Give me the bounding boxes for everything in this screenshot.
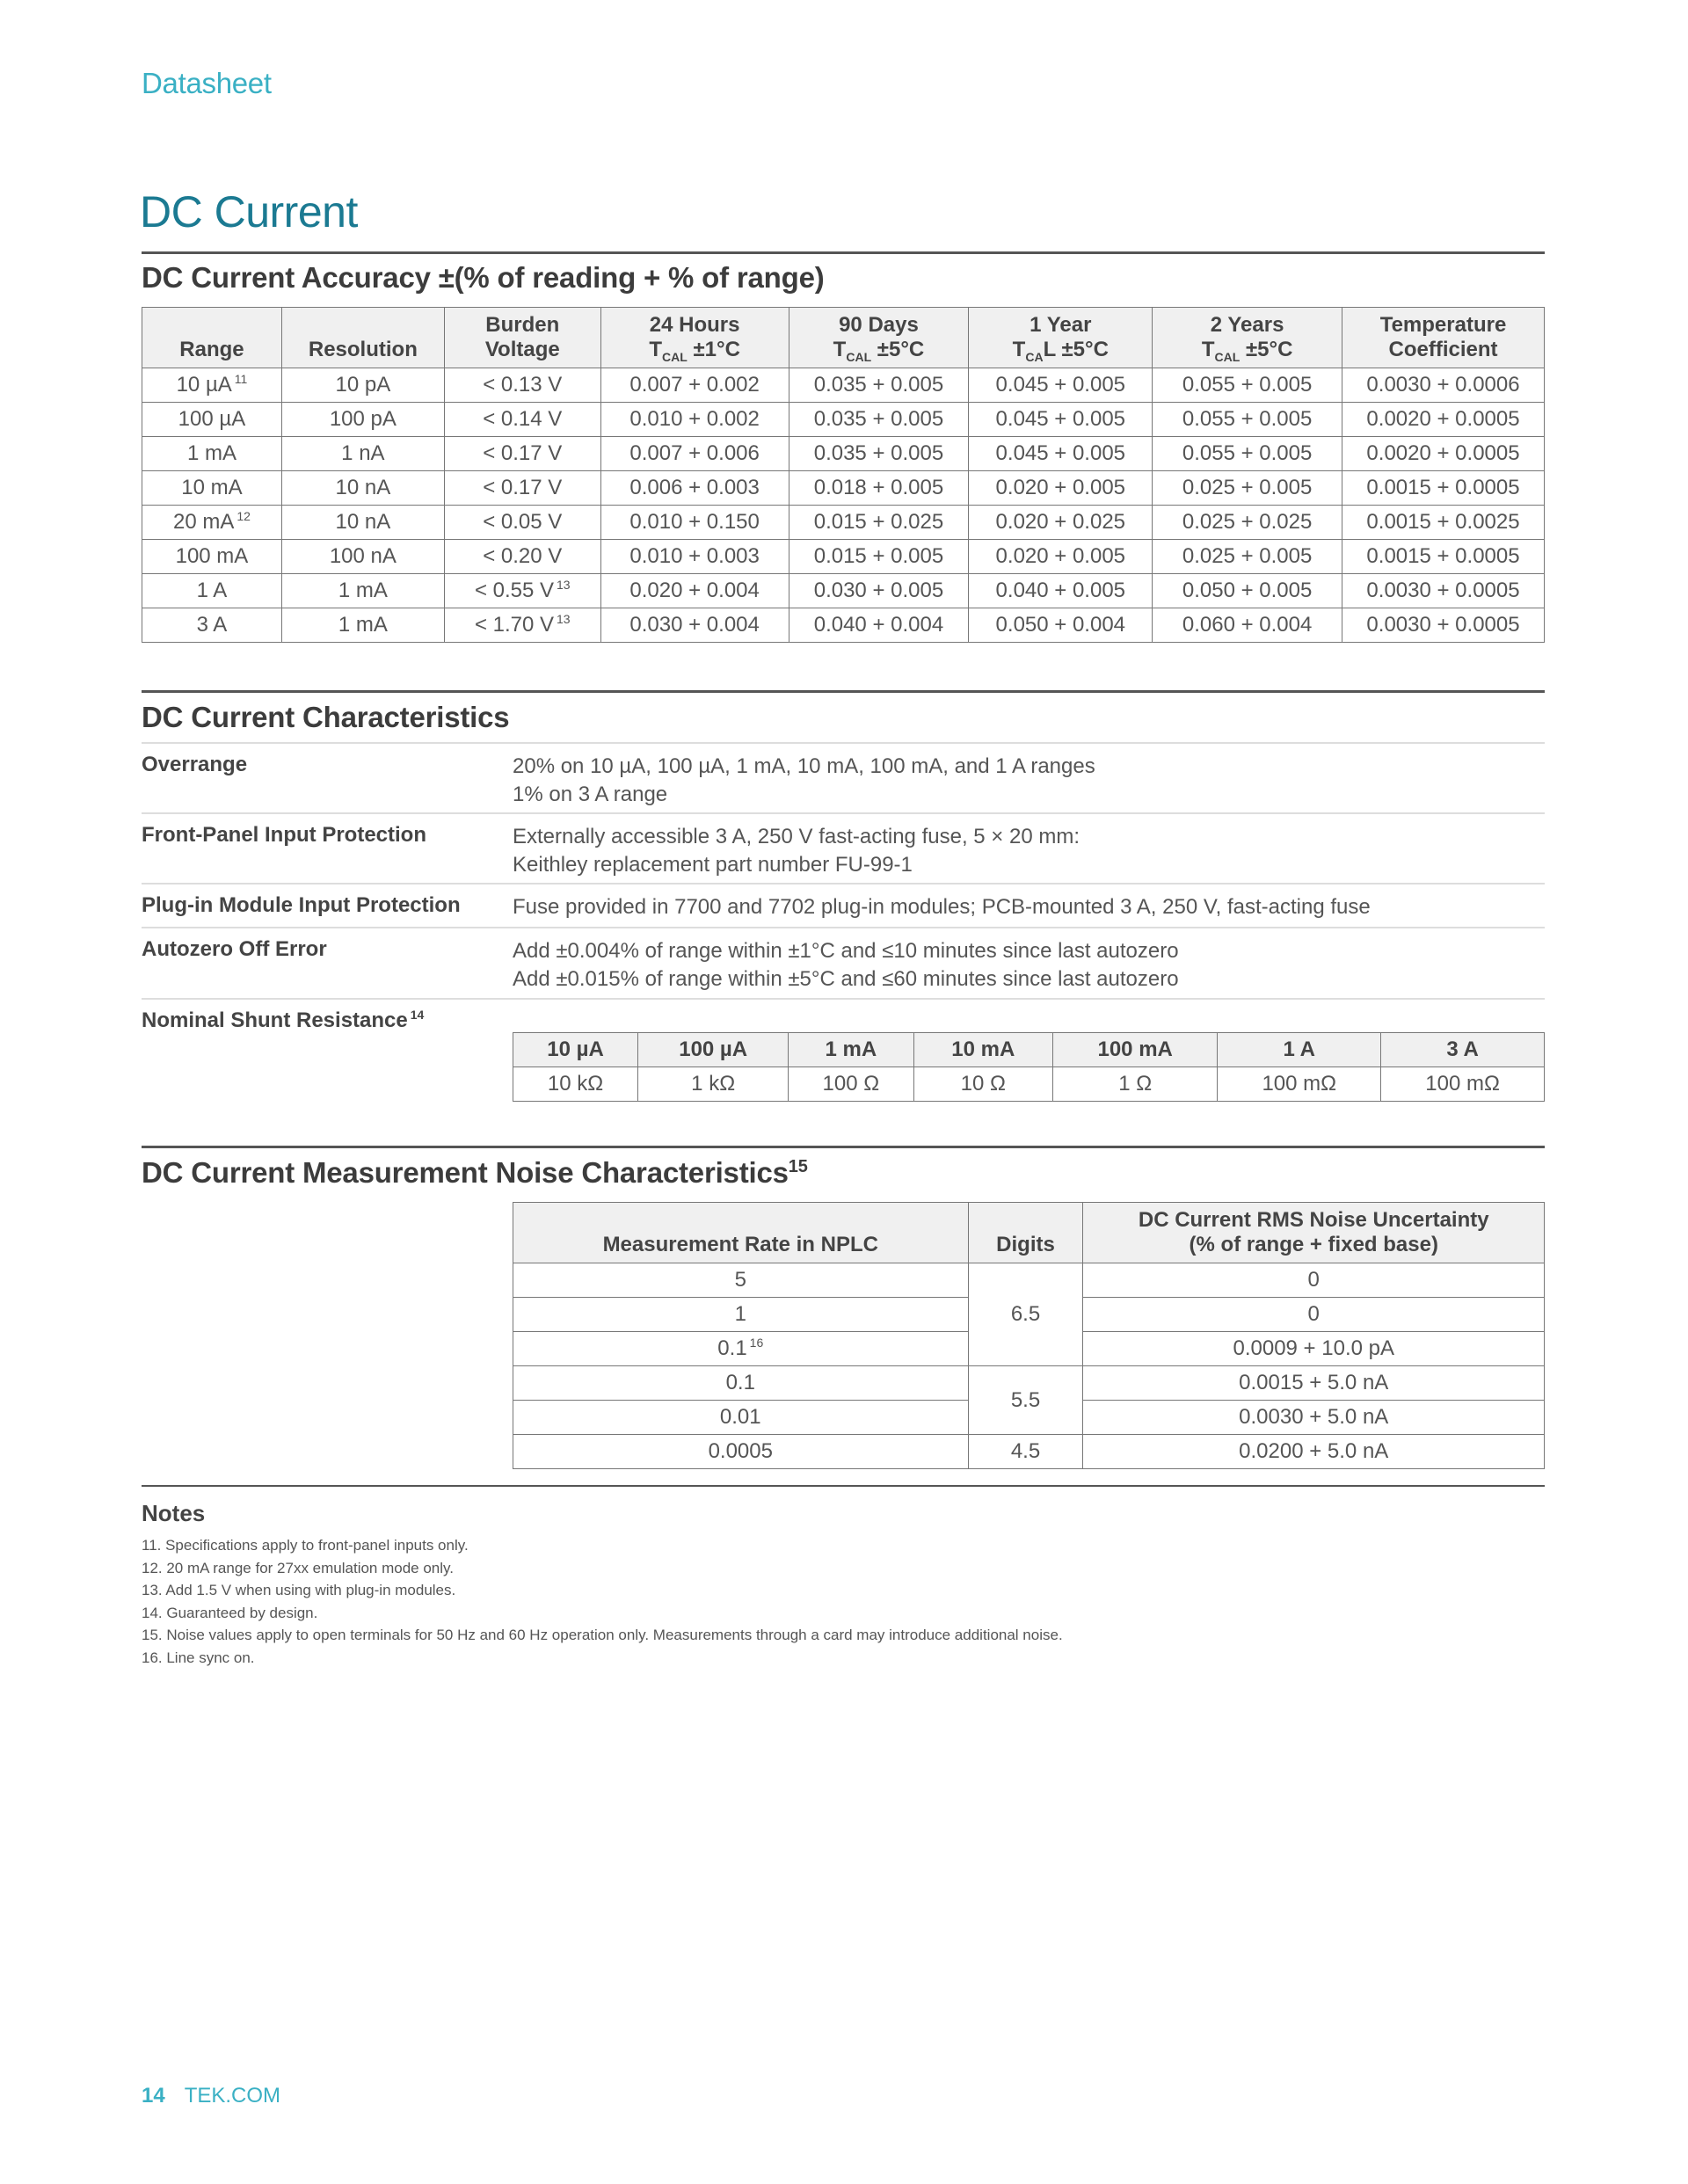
shunt-value: 10 Ω (913, 1067, 1052, 1102)
col-header-t: T (1201, 338, 1215, 361)
cell-value: < 0.17 V (483, 476, 563, 499)
shunt-value: 1 Ω (1053, 1067, 1218, 1102)
shunt-range: 10 mA (913, 1033, 1052, 1067)
cell-range (142, 403, 282, 437)
cell-value: 1 nA (341, 441, 385, 465)
cell-h24 (600, 471, 789, 506)
footnote-ref: 13 (557, 578, 571, 592)
spec-value-line: Add ±0.015% of range within ±5°C and ≤60 minutes since last autozero (513, 967, 1179, 991)
cell-value: 10 nA (335, 510, 391, 534)
cell-value: 0.025 + 0.025 (1182, 510, 1313, 534)
shunt-value: 10 kΩ (513, 1067, 638, 1102)
spec-label (142, 823, 426, 848)
cell-value: 0.035 + 0.005 (813, 407, 944, 431)
cell-rate (513, 1435, 969, 1469)
cell-h24 (600, 506, 789, 540)
section-divider (142, 690, 1545, 693)
footnote-ref: 16 (749, 1336, 764, 1350)
section-divider (142, 1485, 1545, 1487)
cell-value: 0.030 + 0.004 (629, 613, 760, 637)
spec-label-text: Front-Panel Input Protection (142, 823, 426, 847)
cell-value: 0.035 + 0.005 (813, 441, 944, 465)
col-header-t: T (833, 338, 847, 361)
table-row (142, 471, 1545, 506)
cell-uncertainty: 0.0200 + 5.0 nA (1083, 1435, 1545, 1469)
cell-tc (1342, 437, 1545, 471)
note-item: 15. Noise values apply to open terminals for 50 Hz and 60 Hz operation only. Measurements through a card may introduce additional noise. (142, 1627, 1063, 1643)
cell-resolution (281, 574, 444, 608)
col-header (444, 308, 600, 368)
note-item: 16. Line sync on. (142, 1649, 255, 1666)
col-header-t: T (1012, 338, 1026, 361)
col-header-sub: CAL (846, 349, 872, 364)
shunt-value: 100 mΩ (1218, 1067, 1381, 1102)
cell-burden (444, 608, 600, 643)
cell-value: 0.010 + 0.150 (629, 510, 760, 534)
cell-value: 1 A (196, 579, 228, 602)
cell-value: 0.1 (725, 1371, 755, 1394)
cell-resolution (281, 506, 444, 540)
cell-tc (1342, 540, 1545, 574)
note-item: 13. Add 1.5 V when using with plug-in modules. (142, 1582, 456, 1598)
cell-value: 100 µA (178, 407, 246, 431)
col-header (142, 308, 282, 368)
cell-tc (1342, 608, 1545, 643)
cell-value: < 1.70 V (474, 613, 555, 637)
col-header (281, 308, 444, 368)
cell-value: 1 mA (338, 613, 388, 637)
spec-label-text: Nominal Shunt Resistance (142, 1008, 408, 1032)
cell-y2 (1153, 574, 1342, 608)
col-header-line1: 24 Hours (649, 313, 740, 337)
cell-value: 1 (734, 1302, 746, 1326)
shunt-range: 100 mA (1053, 1033, 1218, 1067)
table-row (142, 506, 1545, 540)
note-item: 14. Guaranteed by design. (142, 1604, 318, 1621)
spec-label (142, 1008, 424, 1033)
spec-value-line: Keithley replacement part number FU-99-1 (513, 853, 913, 877)
cell-rate (513, 1401, 969, 1435)
table-row (513, 1263, 1545, 1298)
col-header-sub: CAL (1214, 349, 1241, 364)
cell-value: 0.007 + 0.006 (629, 441, 760, 465)
accuracy-heading: DC Current Accuracy ±(% of reading + % of range) (142, 261, 825, 294)
cell-value: 10 mA (181, 476, 243, 499)
table-row (142, 368, 1545, 403)
footnote-ref: 13 (557, 612, 571, 626)
cell-h24 (600, 540, 789, 574)
col-header-line2: Coefficient (1388, 338, 1498, 361)
cell-range (142, 540, 282, 574)
cell-value: < 0.17 V (483, 441, 563, 465)
col-header-line1: Burden (485, 313, 560, 337)
col-header-uncertainty-line2: (% of range + fixed base) (1189, 1233, 1438, 1256)
cell-y2 (1153, 608, 1342, 643)
spec-label (142, 937, 327, 962)
cell-y2 (1153, 471, 1342, 506)
shunt-range: 1 mA (789, 1033, 913, 1067)
cell-value: 0.045 + 0.005 (995, 373, 1126, 397)
cell-range (142, 574, 282, 608)
spec-value (513, 823, 1080, 879)
col-header-rest: L ±5°C (1043, 338, 1109, 361)
cell-value: < 0.55 V (474, 579, 555, 602)
shunt-value: 100 Ω (789, 1067, 913, 1102)
shunt-value: 100 mΩ (1381, 1067, 1545, 1102)
spec-value-line: Fuse provided in 7700 and 7702 plug-in modules; PCB-mounted 3 A, 250 V, fast-acting fuse (513, 895, 1371, 919)
cell-value: 0.060 + 0.004 (1182, 613, 1313, 637)
footnote-ref: 15 (788, 1157, 808, 1176)
shunt-range: 100 µA (638, 1033, 789, 1067)
cell-resolution (281, 368, 444, 403)
section-divider (142, 251, 1545, 254)
cell-y2 (1153, 368, 1342, 403)
cell-range (142, 437, 282, 471)
col-header-rest: ±1°C (687, 338, 740, 361)
page-number: 14 (142, 2084, 165, 2108)
cell-y2 (1153, 506, 1342, 540)
cell-range (142, 368, 282, 403)
cell-burden (444, 437, 600, 471)
cell-range (142, 506, 282, 540)
shunt-value: 1 kΩ (638, 1067, 789, 1102)
cell-burden (444, 574, 600, 608)
spec-row (142, 998, 1545, 1032)
cell-resolution (281, 403, 444, 437)
spec-value-line: 20% on 10 µA, 100 µA, 1 mA, 10 mA, 100 mA, and 1 A ranges (513, 754, 1095, 778)
noise-heading-text: DC Current Measurement Noise Characteristics (142, 1156, 789, 1189)
cell-range (142, 608, 282, 643)
cell-value: 0.010 + 0.003 (629, 544, 760, 568)
cell-value: 0.020 + 0.005 (995, 476, 1126, 499)
cell-value: 0.020 + 0.004 (629, 579, 760, 602)
cell-burden (444, 540, 600, 574)
cell-value: 0.020 + 0.025 (995, 510, 1126, 534)
spec-label-text: Overrange (142, 753, 248, 776)
noise-heading (142, 1156, 808, 1190)
cell-value: 0.030 + 0.005 (813, 579, 944, 602)
cell-value: 1 mA (186, 441, 236, 465)
shunt-resistance-table (513, 1032, 1545, 1102)
cell-uncertainty: 0.0009 + 10.0 pA (1083, 1332, 1545, 1366)
cell-y1 (969, 403, 1153, 437)
spec-value (513, 937, 1179, 994)
cell-d90 (789, 608, 969, 643)
cell-value: 3 A (196, 613, 228, 637)
cell-value: 1 mA (338, 579, 388, 602)
cell-d90 (789, 368, 969, 403)
footnote-ref: 14 (410, 1008, 425, 1022)
shunt-range: 1 A (1218, 1033, 1381, 1067)
cell-value: < 0.05 V (483, 510, 563, 534)
cell-value: 0.015 + 0.025 (813, 510, 944, 534)
col-header-sub: CAL (662, 349, 688, 364)
notes-list (142, 1534, 1063, 1669)
cell-tc (1342, 368, 1545, 403)
cell-h24 (600, 437, 789, 471)
col-header-rate: Measurement Rate in NPLC (513, 1203, 969, 1263)
cell-value: 10 nA (335, 476, 391, 499)
cell-value: 0.055 + 0.005 (1182, 441, 1313, 465)
shunt-range: 3 A (1381, 1033, 1545, 1067)
table-row (142, 540, 1545, 574)
cell-rate (513, 1332, 969, 1366)
cell-uncertainty: 0 (1083, 1298, 1545, 1332)
cell-d90 (789, 540, 969, 574)
noise-table (513, 1202, 1545, 1469)
cell-d90 (789, 574, 969, 608)
cell-rate (513, 1263, 969, 1298)
cell-burden (444, 471, 600, 506)
cell-digits: 5.5 (968, 1366, 1083, 1435)
cell-value: 0.050 + 0.004 (995, 613, 1126, 637)
cell-value: 0.055 + 0.005 (1182, 407, 1313, 431)
cell-value: 0.040 + 0.004 (813, 613, 944, 637)
cell-y2 (1153, 540, 1342, 574)
cell-h24 (600, 403, 789, 437)
cell-value: 0.015 + 0.005 (813, 544, 944, 568)
col-header (600, 308, 789, 368)
col-header (1342, 308, 1545, 368)
cell-uncertainty: 0 (1083, 1263, 1545, 1298)
cell-d90 (789, 506, 969, 540)
cell-value: < 0.13 V (483, 373, 563, 397)
table-row (513, 1435, 1545, 1469)
cell-d90 (789, 437, 969, 471)
spec-row (142, 812, 1545, 877)
cell-value: 20 mA (172, 510, 235, 534)
cell-value: 0.0015 + 0.0005 (1366, 476, 1520, 499)
cell-value: 0.01 (719, 1405, 761, 1429)
cell-value: 0.020 + 0.005 (995, 544, 1126, 568)
note-item: 11. Specifications apply to front-panel inputs only. (142, 1537, 469, 1554)
cell-burden (444, 506, 600, 540)
cell-value: 0.007 + 0.002 (629, 373, 760, 397)
col-header-sub: CA (1025, 349, 1044, 364)
cell-value: 0.0030 + 0.0006 (1366, 373, 1520, 397)
cell-tc (1342, 403, 1545, 437)
cell-value: 0.0030 + 0.0005 (1366, 579, 1520, 602)
footnote-ref: 11 (234, 372, 248, 386)
col-header-line1: Temperature (1379, 313, 1507, 337)
spec-row (142, 927, 1545, 991)
spec-label (142, 753, 247, 777)
note-item: 12. 20 mA range for 27xx emulation mode only. (142, 1559, 454, 1576)
table-row (142, 608, 1545, 643)
shunt-range: 10 µA (513, 1033, 638, 1067)
cell-value: 10 µA (176, 373, 232, 397)
cell-resolution (281, 540, 444, 574)
cell-y1 (969, 471, 1153, 506)
cell-resolution (281, 437, 444, 471)
cell-y1 (969, 608, 1153, 643)
col-header-line2: Voltage (484, 338, 560, 361)
col-header-line1: 2 Years (1210, 313, 1284, 337)
cell-y2 (1153, 437, 1342, 471)
cell-burden (444, 403, 600, 437)
cell-y2 (1153, 403, 1342, 437)
spec-row (142, 883, 1545, 919)
cell-digits: 6.5 (968, 1263, 1083, 1366)
table-row (513, 1366, 1545, 1401)
cell-value: 0.0015 + 0.0005 (1366, 544, 1520, 568)
cell-value: 100 mA (175, 544, 249, 568)
notes-title: Notes (142, 1500, 206, 1526)
spec-row (142, 742, 1545, 806)
cell-rate (513, 1366, 969, 1401)
col-header-rest: ±5°C (871, 338, 925, 361)
cell-y1 (969, 437, 1153, 471)
col-header (789, 308, 969, 368)
cell-d90 (789, 471, 969, 506)
cell-value: 0.055 + 0.005 (1182, 373, 1313, 397)
cell-tc (1342, 574, 1545, 608)
spec-label (142, 893, 461, 918)
table-row (142, 574, 1545, 608)
cell-digits: 4.5 (968, 1435, 1083, 1469)
cell-resolution (281, 608, 444, 643)
col-header-line2: Range (179, 338, 244, 361)
spec-value-line: 1% on 3 A range (513, 783, 668, 806)
cell-value: 0.035 + 0.005 (813, 373, 944, 397)
cell-value: 0.010 + 0.002 (629, 407, 760, 431)
cell-h24 (600, 368, 789, 403)
spec-value-line: Add ±0.004% of range within ±1°C and ≤10 minutes since last autozero (513, 939, 1179, 963)
cell-y1 (969, 540, 1153, 574)
footer-site-link[interactable]: TEK.COM (184, 2084, 281, 2108)
characteristics-heading: DC Current Characteristics (142, 701, 510, 733)
document-kicker: Datasheet (142, 67, 272, 99)
spec-value (513, 893, 1371, 921)
page-footer (142, 2084, 280, 2108)
col-header-rest: ±5°C (1240, 338, 1293, 361)
col-header-uncertainty (1083, 1203, 1545, 1263)
cell-value: < 0.20 V (483, 544, 563, 568)
cell-value: 0.006 + 0.003 (629, 476, 760, 499)
cell-value: 0.050 + 0.005 (1182, 579, 1313, 602)
cell-burden (444, 368, 600, 403)
cell-h24 (600, 608, 789, 643)
col-header (1153, 308, 1342, 368)
col-header-uncertainty-line1: DC Current RMS Noise Uncertainty (1138, 1208, 1489, 1232)
cell-value: 0.025 + 0.005 (1182, 476, 1313, 499)
cell-value: 0.045 + 0.005 (995, 407, 1126, 431)
cell-range (142, 471, 282, 506)
col-header-line1: 90 Days (839, 313, 919, 337)
cell-h24 (600, 574, 789, 608)
col-header (969, 308, 1153, 368)
cell-value: 0.0020 + 0.0005 (1366, 407, 1520, 431)
section-divider (142, 1146, 1545, 1148)
cell-value: 0.0015 + 0.0025 (1366, 510, 1520, 534)
cell-uncertainty: 0.0015 + 5.0 nA (1083, 1366, 1545, 1401)
cell-uncertainty: 0.0030 + 5.0 nA (1083, 1401, 1545, 1435)
cell-value: 0.040 + 0.005 (995, 579, 1126, 602)
cell-value: 5 (734, 1268, 746, 1292)
col-header-digits: Digits (968, 1203, 1083, 1263)
cell-value: 0.025 + 0.005 (1182, 544, 1313, 568)
cell-y1 (969, 368, 1153, 403)
cell-value: 0.1 (717, 1336, 747, 1360)
cell-value: 0.0005 (708, 1439, 773, 1463)
cell-tc (1342, 471, 1545, 506)
table-row (142, 437, 1545, 471)
spec-value (513, 753, 1095, 809)
cell-value: 0.0020 + 0.0005 (1366, 441, 1520, 465)
cell-resolution (281, 471, 444, 506)
cell-y1 (969, 574, 1153, 608)
col-header-line1: 1 Year (1030, 313, 1092, 337)
col-header-line2: Resolution (308, 338, 418, 361)
accuracy-table (142, 307, 1545, 643)
cell-value: 0.018 + 0.005 (813, 476, 944, 499)
footnote-ref: 12 (236, 509, 251, 523)
cell-value: < 0.14 V (483, 407, 563, 431)
table-row (142, 403, 1545, 437)
cell-value: 0.045 + 0.005 (995, 441, 1126, 465)
spec-value-line: Externally accessible 3 A, 250 V fast-acting fuse, 5 × 20 mm: (513, 825, 1080, 848)
page-title: DC Current (140, 187, 358, 237)
cell-d90 (789, 403, 969, 437)
col-header-t: T (649, 338, 663, 361)
cell-value: 10 pA (335, 373, 391, 397)
cell-y1 (969, 506, 1153, 540)
cell-rate (513, 1298, 969, 1332)
cell-value: 0.0030 + 0.0005 (1366, 613, 1520, 637)
cell-value: 100 nA (329, 544, 397, 568)
cell-value: 100 pA (329, 407, 397, 431)
cell-tc (1342, 506, 1545, 540)
spec-label-text: Plug-in Module Input Protection (142, 893, 461, 917)
spec-label-text: Autozero Off Error (142, 937, 327, 961)
